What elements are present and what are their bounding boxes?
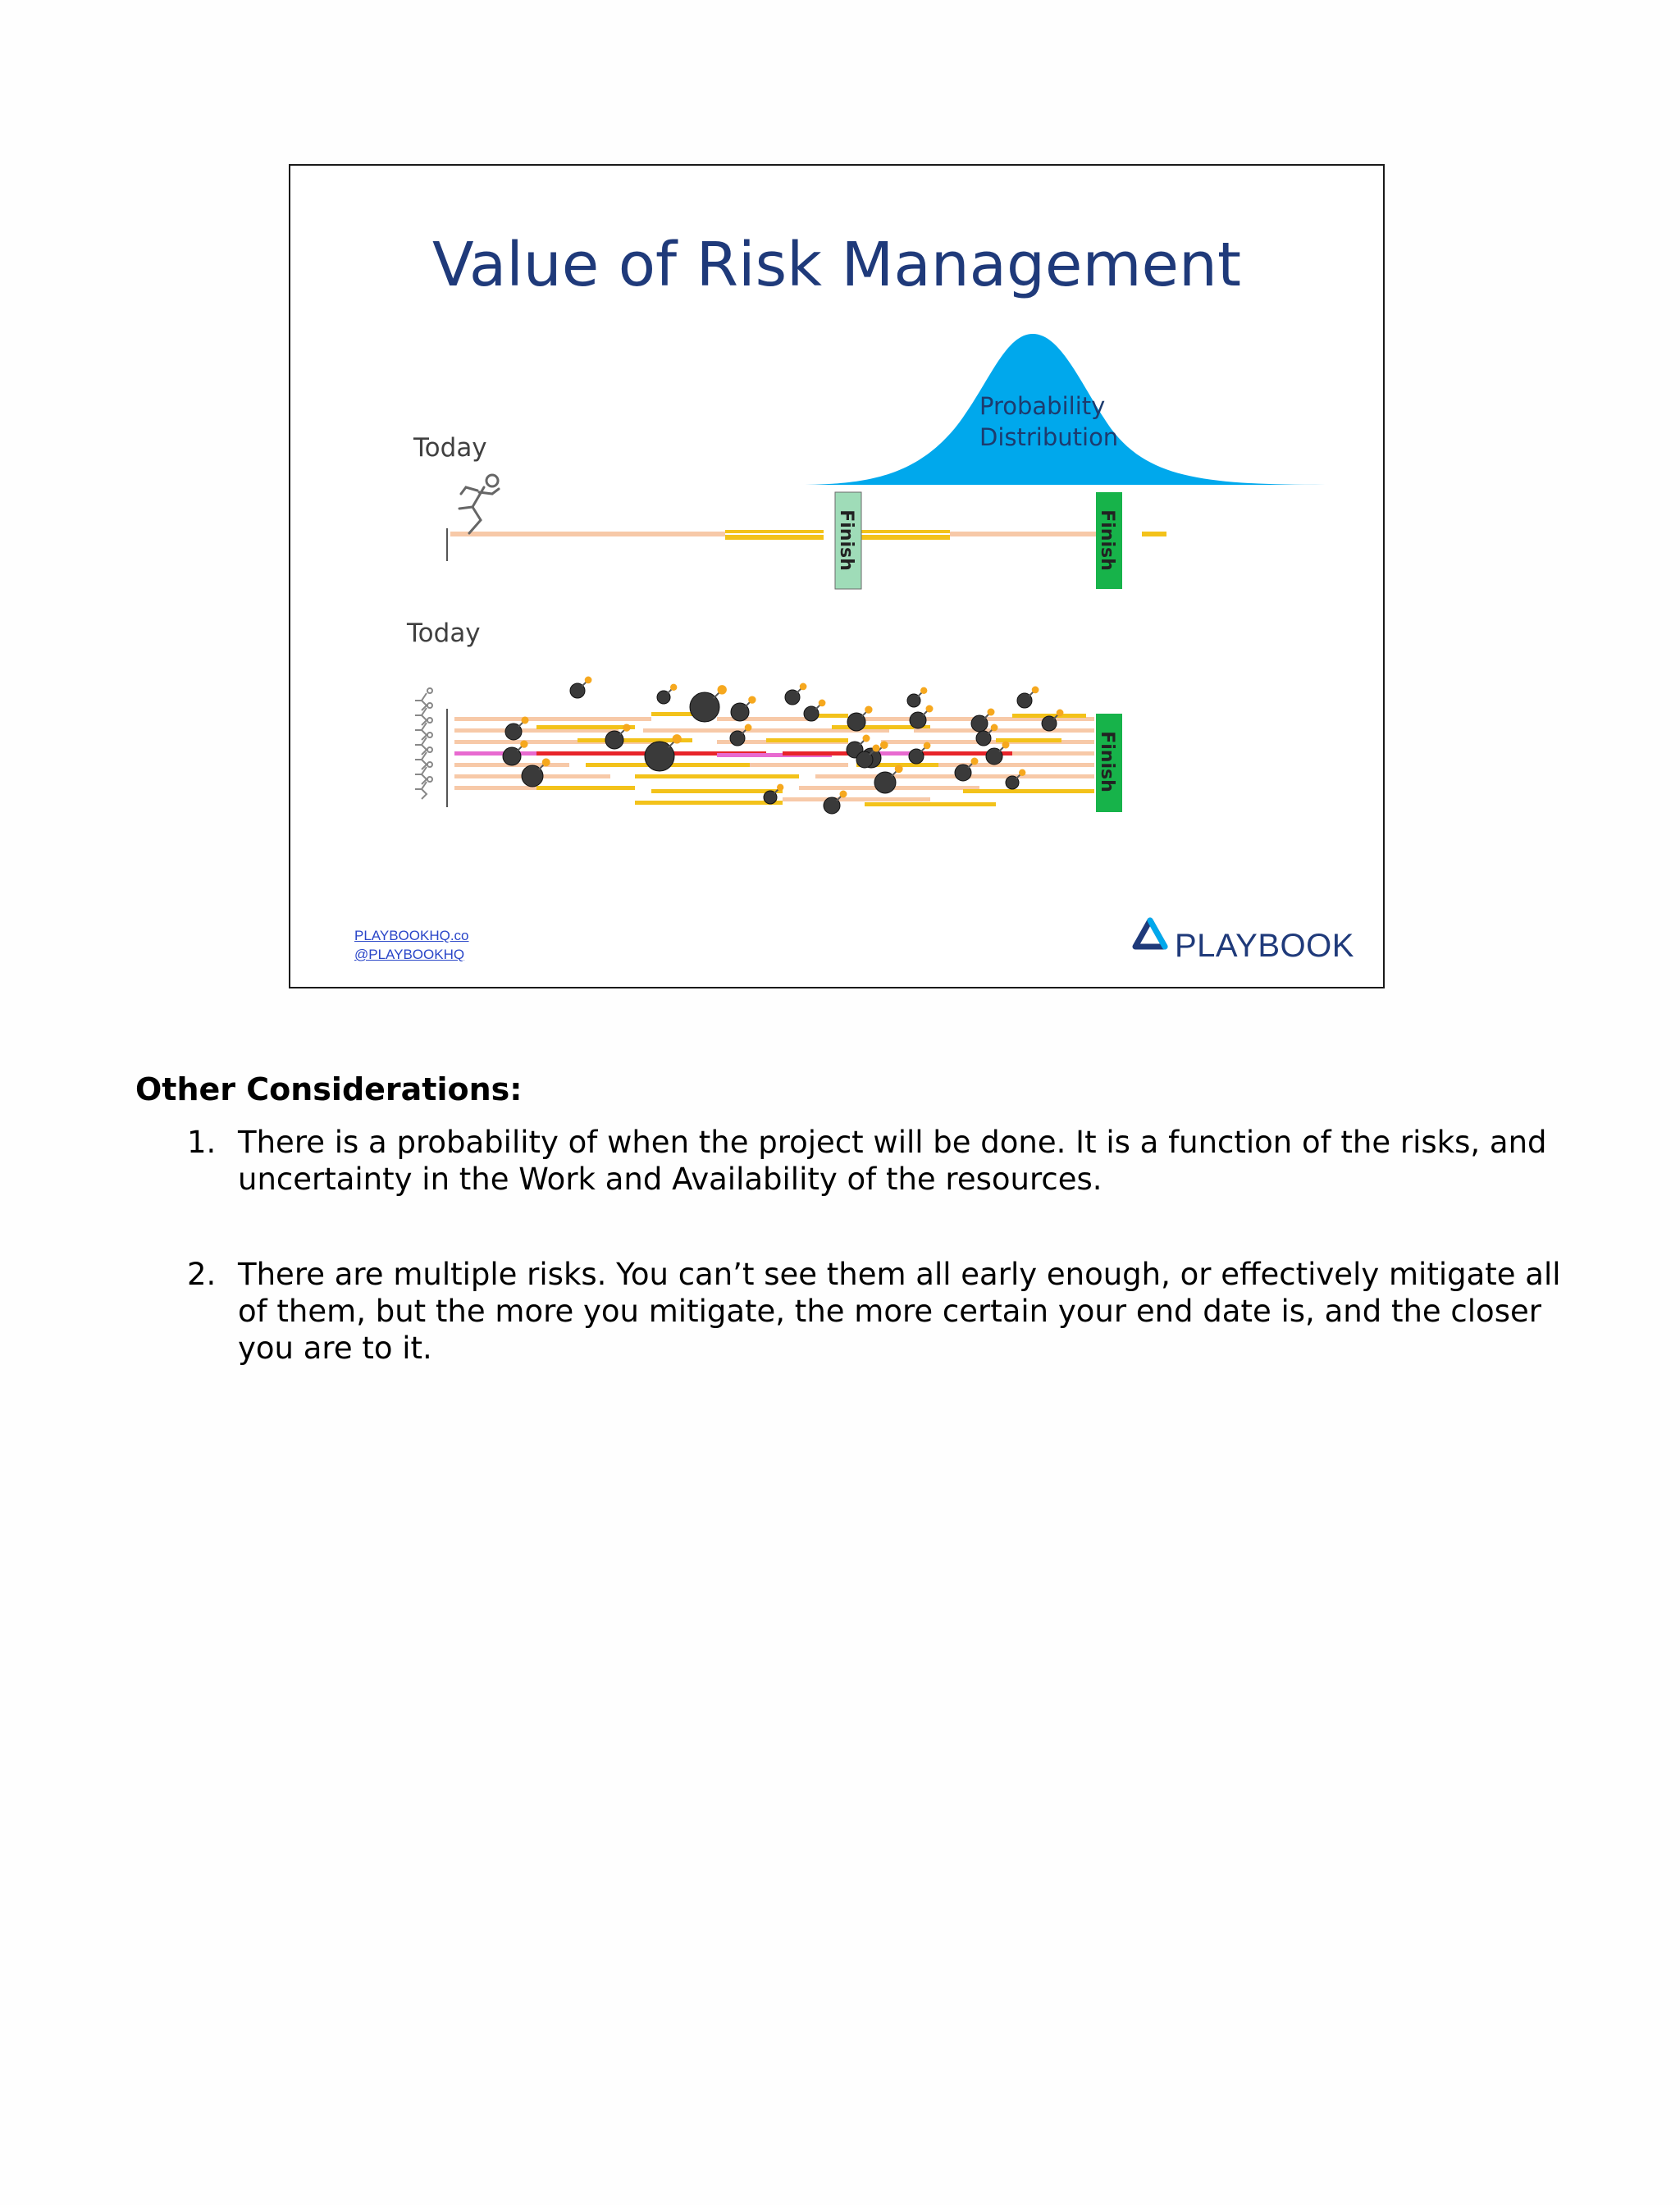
today-label-bottom: Today (407, 619, 481, 648)
today-label-top: Today (413, 433, 487, 463)
list-item-number: 1. (187, 1125, 217, 1160)
list-item-line: There are multiple risks. You can’t see them all early enough, or effectively mitigate all (238, 1257, 1561, 1292)
runner-icon (415, 762, 432, 784)
list-item (238, 1124, 1600, 1198)
bomb-icon (570, 677, 591, 698)
runner-icon (415, 688, 432, 710)
finish-label-early: Finish (835, 509, 856, 571)
risk-bar (963, 789, 1094, 793)
risk-bar (717, 717, 815, 721)
bomb-icon (804, 700, 825, 721)
finish-label-bottom: Finish (1096, 731, 1117, 792)
section-heading: Other Considerations: (135, 1071, 523, 1107)
start-line (446, 709, 448, 807)
bomb-icon (907, 687, 927, 707)
distribution-label (979, 390, 1119, 453)
bomb-icon (824, 791, 847, 815)
risk-bar (766, 738, 848, 742)
runner-icon (415, 703, 432, 725)
runner-group (415, 688, 432, 799)
list-item (238, 1256, 1600, 1367)
risk-bar (783, 797, 930, 801)
bomb-icon (522, 758, 550, 787)
website-link[interactable]: PLAYBOOKHQ.co (354, 928, 469, 943)
bomb-icon (1017, 687, 1039, 708)
runner-icon (415, 733, 432, 755)
bomb-icon (785, 683, 806, 705)
list-item-line: of them, but the more you mitigate, the more certain your end date is, and the closer (238, 1294, 1541, 1329)
risk-bar (1012, 751, 1094, 756)
risk-bar (750, 763, 848, 767)
slide-image (289, 164, 1385, 988)
bomb-icon (657, 684, 677, 704)
risk-bar (914, 728, 1094, 733)
top-timeline (446, 528, 1166, 561)
slide-title: Value of Risk Management (432, 230, 1241, 300)
risk-bar (635, 801, 783, 805)
runner-icon (415, 777, 432, 799)
risk-bar (536, 725, 635, 729)
distribution-label-line2: Distribution (979, 423, 1119, 451)
list-item-line: you are to it. (238, 1331, 432, 1366)
finish-label-late: Finish (1096, 509, 1117, 571)
bomb-icon (690, 685, 727, 722)
brand-name: PLAYBOOK (1175, 928, 1354, 964)
risk-bar (454, 717, 651, 721)
risk-bar (815, 774, 1012, 778)
distribution-label-line1: Probability (979, 392, 1106, 420)
social-handle-link[interactable]: @PLAYBOOKHQ (354, 947, 465, 962)
runner-icon (415, 747, 432, 769)
runner-icon (459, 475, 499, 533)
playbook-logo-icon (1135, 920, 1165, 947)
runner-icon (415, 718, 432, 740)
risk-bar (536, 786, 635, 790)
risk-bar (865, 802, 996, 806)
list-item-line: uncertainty in the Work and Availability of the resources. (238, 1162, 1102, 1197)
bomb-icon (1006, 769, 1025, 789)
risk-bar (651, 789, 783, 793)
bomb-icon (910, 705, 934, 729)
list-item-number: 2. (187, 1257, 217, 1292)
list-item-line: There is a probability of when the project will be done. It is a function of the risks, and (238, 1125, 1547, 1160)
risk-bar (635, 774, 799, 778)
